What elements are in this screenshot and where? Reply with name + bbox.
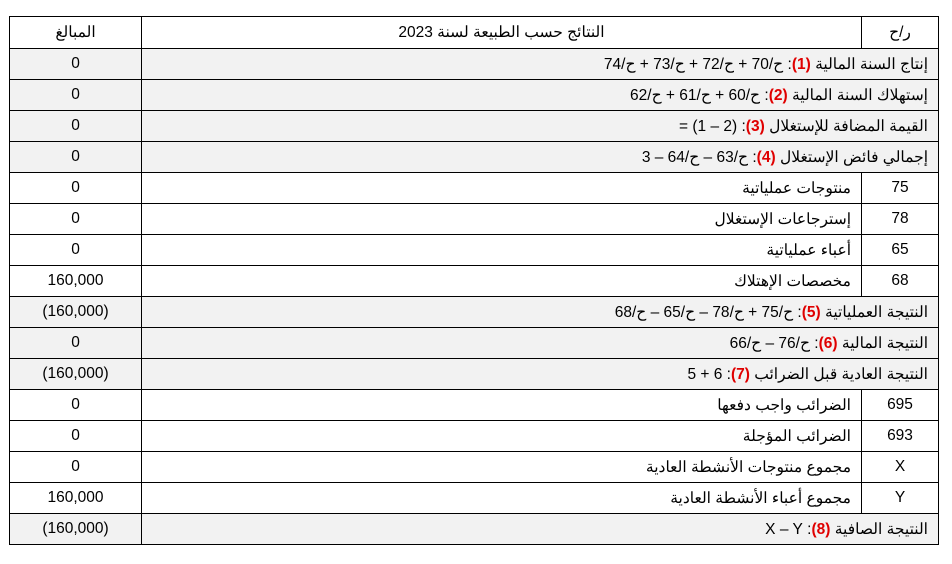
amount-cell: 160,000 — [10, 266, 142, 297]
header-row — [10, 17, 939, 49]
label-cell: إنتاج السنة المالية (1): ح/70 + ح/72 + ح/73 + ح/74 — [142, 49, 939, 80]
row-label: النتيجة المالية — [841, 334, 928, 352]
total-row — [10, 142, 939, 173]
label-cell: إستهلاك السنة المالية (2): ح/60 + ح/61 + ح/62 — [142, 80, 939, 111]
code-cell: 78 — [862, 204, 939, 235]
row-label: إستهلاك السنة المالية — [791, 86, 928, 104]
label-cell: القيمة المضافة للإستغلال (3): = (1 – 2) — [142, 111, 939, 142]
amount-cell: 0 — [10, 390, 142, 421]
result-number: (8) — [811, 520, 831, 538]
amount-cell: (160,000) — [10, 514, 142, 545]
formula: = (1 – 2) — [679, 117, 738, 135]
total-row — [10, 80, 939, 111]
label-cell: النتيجة العادية قبل الضرائب (7): 5 + 6 — [142, 359, 939, 390]
total-row — [10, 514, 939, 545]
result-number: (6) — [818, 334, 838, 352]
amount-cell: 0 — [10, 235, 142, 266]
total-row — [10, 111, 939, 142]
amount-cell: (160,000) — [10, 297, 142, 328]
label-cell: النتيجة الصافية (8): X – Y — [142, 514, 939, 545]
row-label: الضرائب المؤجلة — [742, 427, 851, 445]
result-number: (4) — [756, 148, 776, 166]
row-label: النتيجة العادية قبل الضرائب — [754, 365, 928, 383]
row-label: إسترجاعات الإستغلال — [714, 210, 851, 228]
amount-cell: 0 — [10, 328, 142, 359]
result-number: (5) — [801, 303, 821, 321]
total-row — [10, 328, 939, 359]
label-cell — [142, 266, 862, 297]
amount-cell: 0 — [10, 111, 142, 142]
row-label: إنتاج السنة المالية — [815, 55, 928, 73]
code-cell: Y — [862, 483, 939, 514]
row-label: النتيجة الصافية — [834, 520, 928, 538]
label-cell — [142, 421, 862, 452]
row-label: مخصصات الإهتلاك — [734, 272, 851, 290]
row-label: الضرائب واجب دفعها — [717, 396, 851, 414]
code-cell: 693 — [862, 421, 939, 452]
header-amount-cell: المبالغ — [10, 17, 142, 49]
amount-cell: 0 — [10, 421, 142, 452]
row-label: أعباء عملياتية — [766, 241, 851, 259]
table-row — [10, 173, 939, 204]
result-number: (2) — [768, 86, 788, 104]
formula: 3 – ح/63 – ح/64 — [641, 148, 749, 166]
result-number: (7) — [730, 365, 750, 383]
label-cell: إجمالي فائض الإستغلال (4): 3 – ح/63 – ح/64 — [142, 142, 939, 173]
row-label: مجموع منتوجات الأنشطة العادية — [645, 458, 851, 476]
amount-cell: 0 — [10, 80, 142, 111]
code-cell: 75 — [862, 173, 939, 204]
formula: ح/75 + ح/78 – ح/65 – ح/68 — [614, 303, 794, 321]
table-row — [10, 390, 939, 421]
total-row — [10, 49, 939, 80]
row-label: النتيجة العملياتية — [825, 303, 928, 321]
row-label: القيمة المضافة للإستغلال — [769, 117, 928, 135]
formula: ح/70 + ح/72 + ح/73 + ح/74 — [603, 55, 784, 73]
amount-cell: 0 — [10, 173, 142, 204]
label-cell — [142, 204, 862, 235]
formula: 5 + 6 — [687, 365, 723, 383]
amount-cell: 160,000 — [10, 483, 142, 514]
formula: ح/60 + ح/61 + ح/62 — [630, 86, 761, 104]
formula: ح/76 – ح/66 — [729, 334, 810, 352]
table-row — [10, 421, 939, 452]
code-cell: 68 — [862, 266, 939, 297]
formula: X – Y — [765, 520, 803, 538]
amount-cell: (160,000) — [10, 359, 142, 390]
table-row — [10, 235, 939, 266]
code-cell: 695 — [862, 390, 939, 421]
label-cell — [142, 452, 862, 483]
result-number: (1) — [791, 55, 811, 73]
header-code-cell: ر/ح — [862, 17, 939, 49]
row-label: منتوجات عملياتية — [742, 179, 851, 197]
row-label: مجموع أعباء الأنشطة العادية — [670, 489, 851, 507]
code-cell: 65 — [862, 235, 939, 266]
total-row — [10, 297, 939, 328]
label-cell: النتيجة العملياتية (5): ح/75 + ح/78 – ح/65 – ح/68 — [142, 297, 939, 328]
label-cell — [142, 235, 862, 266]
table-row — [10, 204, 939, 235]
amount-cell: 0 — [10, 204, 142, 235]
row-label: إجمالي فائض الإستغلال — [779, 148, 928, 166]
amount-cell: 0 — [10, 452, 142, 483]
total-row — [10, 359, 939, 390]
header-title-cell: النتائج حسب الطبيعة لسنة 2023 — [142, 17, 862, 49]
label-cell — [142, 173, 862, 204]
label-cell: النتيجة المالية (6): ح/76 – ح/66 — [142, 328, 939, 359]
label-cell — [142, 483, 862, 514]
table-row — [10, 483, 939, 514]
table-row — [10, 266, 939, 297]
code-cell: X — [862, 452, 939, 483]
result-number: (3) — [745, 117, 765, 135]
amount-cell: 0 — [10, 142, 142, 173]
amount-cell: 0 — [10, 49, 142, 80]
label-cell — [142, 390, 862, 421]
table-row — [10, 452, 939, 483]
results-table — [9, 16, 939, 545]
